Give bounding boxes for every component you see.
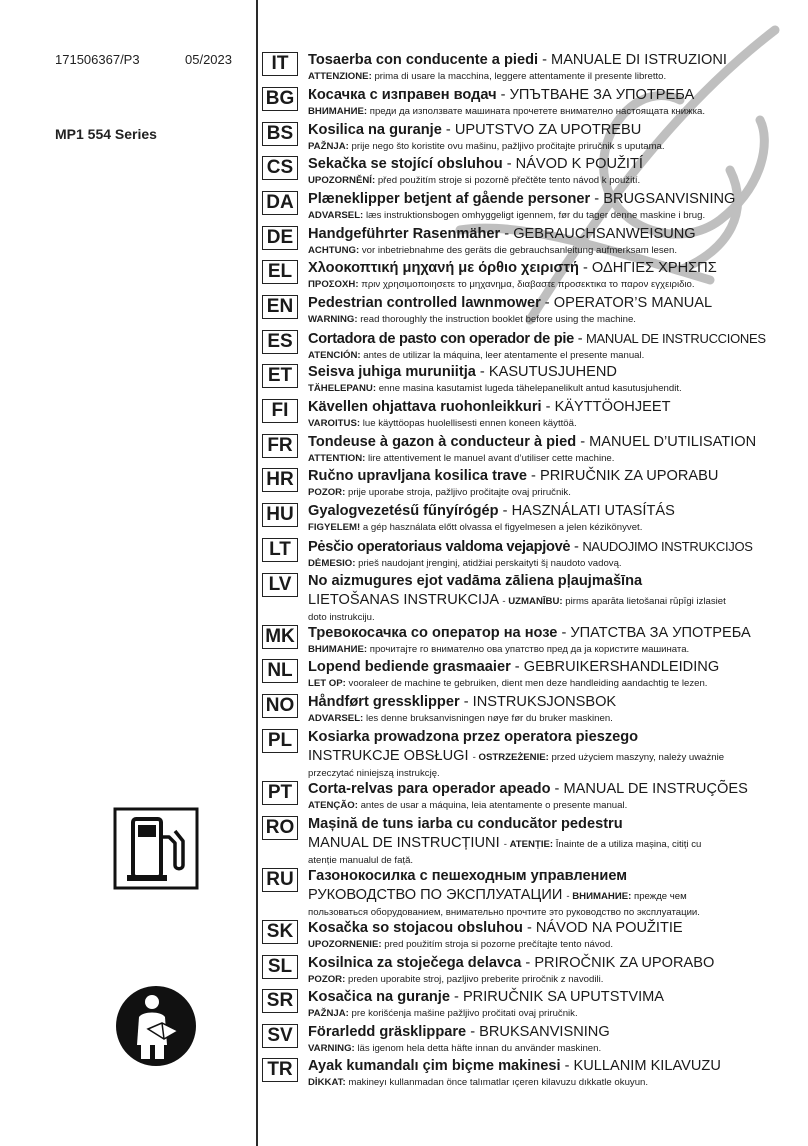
- language-block-lt: LT Pėsčio operatoriaus valdoma vejapjovė - NAUDOJIMO INSTRUKCIJOS DĖMESIO: prieš naudojant įrenginį, atidžiai perskaityti šį naudoto vadovą.: [262, 537, 802, 572]
- warning-text: πριν χρησιμοποιησετε το μηχανημα, διαβαστε προσεκτικα το παρον εγχειριδιο.: [361, 279, 695, 290]
- warning-text: przed użyciem maszyny, należy uważnie: [551, 752, 725, 763]
- manual-title: OPERATOR’S MANUAL: [553, 295, 713, 311]
- language-code-badge: BS: [262, 122, 298, 146]
- warning-text: прежде чем: [634, 891, 687, 902]
- manual-title: PRIRUČNIK ZA UPORABU: [539, 468, 719, 484]
- manual-title: INSTRUKCJE OBSŁUGI: [308, 748, 469, 764]
- warning-label: PAŽNJA:: [308, 1008, 349, 1019]
- warning-text: läs igenom hela detta häfte innan du använder maskinen.: [357, 1043, 602, 1054]
- warning-text: прочитајте го внимателно ова упатство пред да ја користите машината.: [369, 644, 690, 655]
- warning-label: ВНИМАНИЕ:: [308, 106, 368, 117]
- language-block-sr: SR Kosačica na guranje - PRIRUČNIK SA UPUTSTVIMA PAŽNJA: pre korišćenja mašine pažljivo pročitati ovaj priručnik.: [262, 988, 802, 1023]
- manual-title: GEBRAUCHSANWEISUNG: [513, 226, 696, 242]
- language-code-badge: LT: [262, 538, 298, 562]
- warning-label: LET OP:: [308, 678, 346, 689]
- language-code-badge: DA: [262, 191, 298, 215]
- manual-title: MANUAL DE INSTRUCCIONES: [586, 331, 766, 346]
- product-title: Förarledd gräsklippare: [308, 1024, 467, 1040]
- manual-title: INSTRUKSJONSBOK: [472, 694, 617, 710]
- manual-title: LIETOŠANAS INSTRUKCIJA: [308, 592, 499, 608]
- language-block-bg: BG Косачка с изправен водач - УПЪТВАНЕ ЗА УПОТРЕБА ВНИМАНИЕ: преди да използвате машината прочетете внимателно настоящата книжка.: [262, 86, 802, 121]
- manual-title: ΟΔΗΓΙΕΣ ΧΡΗΣΠΣ: [591, 260, 717, 276]
- language-block-nl: NL Lopend bediende grasmaaier - GEBRUIKERSHANDLEIDING LET OP: vooraleer de machine te gebruiken, dient men deze handleiding aandachtig te lezen.: [262, 658, 802, 693]
- warning-text: preden uporabite stroj, pazljivo preberite priročnik z navodili.: [347, 974, 604, 985]
- warning-text: prije uporabe stroja, pažljivo pročitajte ovaj priručnik.: [347, 487, 571, 498]
- language-block-tr: TR Ayak kumandalı çim biçme makinesi - KULLANIM KILAVUZU DİKKAT: makineyı kullanmadan önce talımatlar ıçeren kilavuzu dıkkatle okuyun.: [262, 1057, 802, 1092]
- warning-label: POZOR:: [308, 487, 346, 498]
- warning-label: UPOZORNĚNÍ:: [308, 175, 376, 186]
- language-block-hu: HU Gyalogvezetésű fűnyírógép - HASZNÁLATI UTASÍTÁS FIGYELEM! a gép használata előtt olvassa el figyelmesen a jelen kézikönyvet.: [262, 502, 802, 537]
- language-code-badge: IT: [262, 52, 298, 76]
- language-code-badge: FR: [262, 434, 298, 458]
- manual-title: UPUTSTVO ZA UPOTREBU: [454, 122, 642, 138]
- warning-text: vooraleer de machine te gebruiken, dient men deze handleiding aandachtig te lezen.: [348, 678, 708, 689]
- language-code-badge: HU: [262, 503, 298, 527]
- warning-label: UZMANĪBU:: [508, 596, 563, 607]
- product-title: Mașină de tuns iarba cu conducător pedestru: [308, 816, 623, 832]
- language-code-badge: NL: [262, 659, 298, 683]
- manual-title: KÄYTTÖOHJEET: [554, 399, 671, 415]
- language-block-fi: FI Kävellen ohjattava ruohonleikkuri - KÄYTTÖOHJEET VAROITUS: lue käyttöopas huolellisesti ennen koneen käyttöä.: [262, 398, 802, 433]
- language-block-sv: SV Förarledd gräsklippare - BRUKSANVISNING VARNING: läs igenom hela detta häfte innan du använder maskinen.: [262, 1023, 802, 1057]
- product-title: Pėsčio operatoriaus valdoma vejapjovė: [308, 539, 571, 555]
- product-title: Håndført gressklipper: [308, 694, 460, 710]
- warning-text-continued: пользоваться оборудованием, внимательно прочтите это руководство по эксплуатации.: [308, 907, 700, 918]
- warning-text: makineyı kullanmadan önce talımatlar ıçeren kilavuzu dıkkatle okuyun.: [348, 1077, 649, 1088]
- language-code-badge: EN: [262, 295, 298, 319]
- manual-title: УПАТСТВА ЗА УПОТРЕБА: [570, 625, 751, 641]
- document-date: 05/2023: [185, 52, 232, 67]
- language-code-badge: ET: [262, 364, 298, 388]
- warning-label: ADVARSEL:: [308, 210, 364, 221]
- language-block-sl: SL Kosilnica za stoječega delavca - PRIROČNIK ZA UPORABO POZOR: preden uporabite stroj, pazljivo preberite priročnik z navodili.: [262, 954, 802, 988]
- manual-title: BRUGSANVISNING: [603, 191, 736, 207]
- language-block-en: EN Pedestrian controlled lawnmower - OPERATOR’S MANUAL WARNING: read thoroughly the instruction booklet before using the machine.: [262, 294, 802, 329]
- document-header: [55, 52, 232, 67]
- warning-text: pirms aparāta lietošanai rūpīgi izlasiet: [565, 596, 726, 607]
- product-title: Sekačka se stojící obsluhou: [308, 156, 503, 172]
- language-code-badge: PT: [262, 781, 298, 805]
- product-title: Kosilica na guranje: [308, 122, 442, 138]
- product-title: Kävellen ohjattava ruohonleikkuri: [308, 399, 542, 415]
- language-code-badge: SL: [262, 955, 298, 979]
- warning-label: UPOZORNENIE:: [308, 939, 382, 950]
- language-block-mk: MK Тревокосачка со оператор на нозе - УПАТСТВА ЗА УПОТРЕБА ВНИМАНИЕ: прочитајте го внимателно ова упатство пред да ја користите машината.: [262, 624, 802, 658]
- warning-text-continued: atenție manualul de față.: [308, 855, 414, 866]
- product-title: Corta-relvas para operador apeado: [308, 781, 551, 797]
- language-block-ru: RU Газонокосилка с пешеходным управлением РУКОВОДСТВО ПО ЭКСПЛУАТАЦИИ - ВНИМАНИЕ: прежде чем пользоваться оборудованием, внимательно прочтите это руководство по эксплуатации.: [262, 867, 802, 919]
- manual-title: PRIROČNIK ZA UPORABO: [534, 955, 715, 971]
- manual-title: MANUAL DE INSTRUCȚIUNI: [308, 835, 500, 851]
- warning-text: enne masina kasutamist lugeda tähelepanelikult antud kasutusjuhendit.: [378, 383, 682, 394]
- warning-label: ATTENTION:: [308, 453, 366, 464]
- vertical-divider: [256, 0, 258, 1146]
- language-block-hr: HR Ručno upravljana kosilica trave - PRIRUČNIK ZA UPORABU POZOR: prije uporabe stroja, pažljivo pročitajte ovaj priručnik.: [262, 467, 802, 502]
- warning-text: antes de utilizar la máquina, leer atentamente el presente manual.: [363, 350, 645, 361]
- language-code-badge: PL: [262, 729, 298, 753]
- warning-label: WARNING:: [308, 314, 358, 325]
- product-title: Косачка с изправен водач: [308, 87, 497, 103]
- language-block-ro: RO Mașină de tuns iarba cu conducător pedestru MANUAL DE INSTRUCȚIUNI - ATENȚIE: Înainte de a utiliza mașina, citiți cu atenție manualul de față.: [262, 815, 802, 867]
- language-block-fr: FR Tondeuse à gazon à conducteur à pied - MANUEL D’UTILISATION ATTENTION: lire attentivement le manuel avant d’utiliser cette machine.: [262, 433, 802, 467]
- language-block-el: EL Χλοοκοπτική μηχανή με όρθιο χειριστή - ΟΔΗΓΙΕΣ ΧΡΗΣΠΣ ΠΡΟΣΟΧΗ: πριν χρησιμοποιησετε το μηχανημα, διαβαστε προσεκτικα το παρον εγχειριδιο.: [262, 259, 802, 294]
- warning-text: lire attentivement le manuel avant d’utiliser cette machine.: [368, 453, 615, 464]
- warning-label: VAROITUS:: [308, 418, 361, 429]
- product-title: Kosačica na guranje: [308, 989, 450, 1005]
- warning-text: prima di usare la macchina, leggere attentamente il presente libretto.: [374, 71, 667, 82]
- language-code-badge: EL: [262, 260, 298, 284]
- warning-text: les denne bruksanvisningen nøye før du bruker maskinen.: [365, 713, 613, 724]
- language-code-badge: TR: [262, 1058, 298, 1082]
- product-title: Handgeführter Rasenmäher: [308, 226, 501, 242]
- language-code-badge: ES: [262, 330, 298, 354]
- product-title: Seisva juhiga muruniitja: [308, 364, 476, 380]
- manual-title: MANUEL D’UTILISATION: [589, 434, 757, 450]
- manual-title: KULLANIM KILAVUZU: [573, 1058, 721, 1074]
- manual-title: HASZNÁLATI UTASÍTÁS: [511, 503, 675, 519]
- language-code-badge: SV: [262, 1024, 298, 1048]
- manual-title: MANUALE DI ISTRUZIONI: [551, 52, 727, 68]
- manual-title: PRIRUČNIK SA UPUTSTVIMA: [462, 989, 665, 1005]
- language-block-it: IT Tosaerba con conducente a piedi - MANUALE DI ISTRUZIONI ATTENZIONE: prima di usare la macchina, leggere attentamente il presente libretto.: [262, 51, 802, 86]
- language-block-es: ES Cortadora de pasto con operador de pie - MANUAL DE INSTRUCCIONES ATENCIÓN: antes de utilizar la máquina, leer atentamente el presente manual.: [262, 329, 802, 363]
- language-block-no: NO Håndført gressklipper - INSTRUKSJONSBOK ADVARSEL: les denne bruksanvisningen nøye før du bruker maskinen.: [262, 693, 802, 728]
- warning-label: ACHTUNG:: [308, 245, 360, 256]
- warning-text-continued: doto instrukciju.: [308, 612, 375, 623]
- manual-title: УПЪТВАНЕ ЗА УПОТРЕБА: [509, 87, 695, 103]
- language-code-badge: CS: [262, 156, 298, 180]
- warning-label: FIGYELEM!: [308, 522, 361, 533]
- language-block-et: ET Seisva juhiga muruniitja - KASUTUSJUHEND TÄHELEPANU: enne masina kasutamist lugeda tähelepanelikult antud kasutusjuhendit.: [262, 363, 802, 398]
- language-block-sk: SK Kosačka so stojacou obsluhou - NÁVOD NA POUŽITIE UPOZORNENIE: pred použitím stroja si pozorne prečítajte tento návod.: [262, 919, 802, 954]
- warning-text-continued: przeczytać niniejszą instrukcję.: [308, 768, 440, 779]
- product-title: Pedestrian controlled lawnmower: [308, 295, 541, 311]
- product-title: Газонокосилка с пешеходным управлением: [308, 868, 628, 884]
- language-code-badge: DE: [262, 226, 298, 250]
- warning-text: Înainte de a utiliza mașina, citiți cu: [555, 839, 702, 850]
- warning-label: ADVARSEL:: [308, 713, 364, 724]
- product-title: Tosaerba con conducente a piedi: [308, 52, 539, 68]
- language-list: [262, 51, 802, 1092]
- warning-text: prieš naudojant įrenginį, atidžiai perskaityti šį naudoto vadovą.: [358, 558, 622, 569]
- language-block-pt: PT Corta-relvas para operador apeado - MANUAL DE INSTRUÇÕES ATENÇÃO: antes de usar a máquina, leia atentamente o presente manual.: [262, 780, 802, 815]
- product-title: Ayak kumandalı çim biçme makinesi: [308, 1058, 561, 1074]
- language-block-de: DE Handgeführter Rasenmäher - GEBRAUCHSANWEISUNG ACHTUNG: vor inbetriebnahme des geräts die gebrauchsanleitung aufmerksam lesen.: [262, 225, 802, 259]
- warning-text: před použitím stroje si pozorně přečtěte tento návod k použití.: [377, 175, 641, 186]
- warning-label: ATENȚIE:: [509, 839, 554, 850]
- product-title: Cortadora de pasto con operador de pie: [308, 331, 574, 347]
- manual-title: NAUDOJIMO INSTRUKCIJOS: [582, 539, 753, 554]
- language-code-badge: MK: [262, 625, 298, 649]
- language-code-badge: RO: [262, 816, 298, 840]
- warning-text: pre korišćenja mašine pažljivo pročitati ovaj priručnik.: [351, 1008, 578, 1019]
- warning-text: læs instruktionsbogen omhyggeligt igennem, før du tager denne maskine i brug.: [365, 210, 706, 221]
- product-title: Тревокосачка со оператор на нозе: [308, 625, 558, 641]
- document-code: 171506367/P3: [55, 52, 140, 67]
- language-code-badge: HR: [262, 468, 298, 492]
- product-title: Kosilnica za stoječega delavca: [308, 955, 522, 971]
- language-block-da: DA Plæneklipper betjent af gående personer - BRUGSANVISNING ADVARSEL: læs instruktionsbogen omhyggeligt igennem, før du tager denne maskine i brug.: [262, 190, 802, 225]
- product-title: Χλοοκοπτική μηχανή με όρθιο χειριστή: [308, 260, 579, 276]
- language-code-badge: SK: [262, 920, 298, 944]
- warning-label: DĖMESIO:: [308, 558, 356, 569]
- language-block-bs: BS Kosilica na guranje - UPUTSTVO ZA UPOTREBU PAŽNJA: prije nego što koristite ovu mašinu, pažljivo pročitajte priručnik s uputama.: [262, 121, 802, 155]
- warning-label: ВНИМАНИЕ:: [572, 891, 632, 902]
- product-title: Lopend bediende grasmaaier: [308, 659, 511, 675]
- manual-title: РУКОВОДСТВО ПО ЭКСПЛУАТАЦИИ: [308, 887, 563, 903]
- language-code-badge: RU: [262, 868, 298, 892]
- read-manual-icon: [115, 985, 197, 1067]
- product-title: Ručno upravljana kosilica trave: [308, 468, 527, 484]
- warning-text: prije nego što koristite ovu mašinu, pažljivo pročitajte priručnik s uputama.: [351, 141, 665, 152]
- language-block-cs: CS Sekačka se stojící obsluhou - NÁVOD K POUŽITÍ UPOZORNĚNÍ: před použitím stroje si pozorně přečtěte tento návod k použití.: [262, 155, 802, 190]
- warning-label: PAŽNJA:: [308, 141, 349, 152]
- product-title: Kosiarka prowadzona przez operatora pieszego: [308, 729, 639, 745]
- warning-label: ВНИМАНИЕ:: [308, 644, 368, 655]
- warning-label: POZOR:: [308, 974, 346, 985]
- warning-text: a gép használata előtt olvassa el figyelmesen a jelen kézikönyvet.: [362, 522, 643, 533]
- warning-text: antes de usar a máquina, leia atentamente o presente manual.: [360, 800, 628, 811]
- warning-label: ATENÇÃO:: [308, 800, 358, 811]
- warning-label: ATENCIÓN:: [308, 350, 361, 361]
- language-code-badge: FI: [262, 399, 298, 423]
- manual-title: GEBRUIKERSHANDLEIDING: [523, 659, 720, 675]
- warning-label: OSTRZEŻENIE:: [478, 752, 549, 763]
- language-code-badge: BG: [262, 87, 298, 111]
- warning-text: read thoroughly the instruction booklet before using the machine.: [360, 314, 636, 325]
- warning-text: преди да използвате машината прочетете внимателно настоящата книжка.: [369, 106, 705, 117]
- language-code-badge: LV: [262, 573, 298, 597]
- manual-title: BRUKSANVISNING: [479, 1024, 610, 1040]
- language-block-pl: PL Kosiarka prowadzona przez operatora pieszego INSTRUKCJE OBSŁUGI - OSTRZEŻENIE: przed użyciem maszyny, należy uważnie przeczytać niniejszą instrukcję.: [262, 728, 802, 780]
- language-code-badge: NO: [262, 694, 298, 718]
- manual-title: NÁVOD K POUŽITÍ: [515, 156, 643, 172]
- product-title: Plæneklipper betjent af gående personer: [308, 191, 591, 207]
- fuel-pump-icon: [113, 807, 199, 890]
- warning-text: lue käyttöopas huolellisesti ennen koneen käyttöä.: [362, 418, 577, 429]
- manual-title: KASUTUSJUHEND: [488, 364, 617, 380]
- warning-label: ATTENZIONE:: [308, 71, 372, 82]
- manual-title: NÁVOD NA POUŽITIE: [535, 920, 683, 936]
- product-title: No aizmugures ejot vadāma zāliena pļaujmašīna: [308, 573, 643, 589]
- warning-text: pred použitím stroja si pozorne prečítajte tento návod.: [384, 939, 614, 950]
- language-code-badge: SR: [262, 989, 298, 1013]
- warning-label: DİKKAT:: [308, 1077, 346, 1088]
- language-block-lv: LV No aizmugures ejot vadāma zāliena pļaujmašīna LIETOŠANAS INSTRUKCIJA - UZMANĪBU: pirms aparāta lietošanai rūpīgi izlasiet doto instrukciju.: [262, 572, 802, 624]
- product-title: Tondeuse à gazon à conducteur à pied: [308, 434, 577, 450]
- product-title: Kosačka so stojacou obsluhou: [308, 920, 523, 936]
- warning-text: vor inbetriebnahme des geräts die gebrauchsanleitung aufmerksam lesen.: [361, 245, 678, 256]
- product-title: Gyalogvezetésű fűnyírógép: [308, 503, 499, 519]
- warning-label: ΠΡΟΣΟΧΗ:: [308, 279, 359, 290]
- manual-title: MANUAL DE INSTRUÇÕES: [563, 781, 748, 797]
- warning-label: TÄHELEPANU:: [308, 383, 377, 394]
- product-series: MP1 554 Series: [55, 126, 157, 142]
- warning-label: VARNING:: [308, 1043, 355, 1054]
